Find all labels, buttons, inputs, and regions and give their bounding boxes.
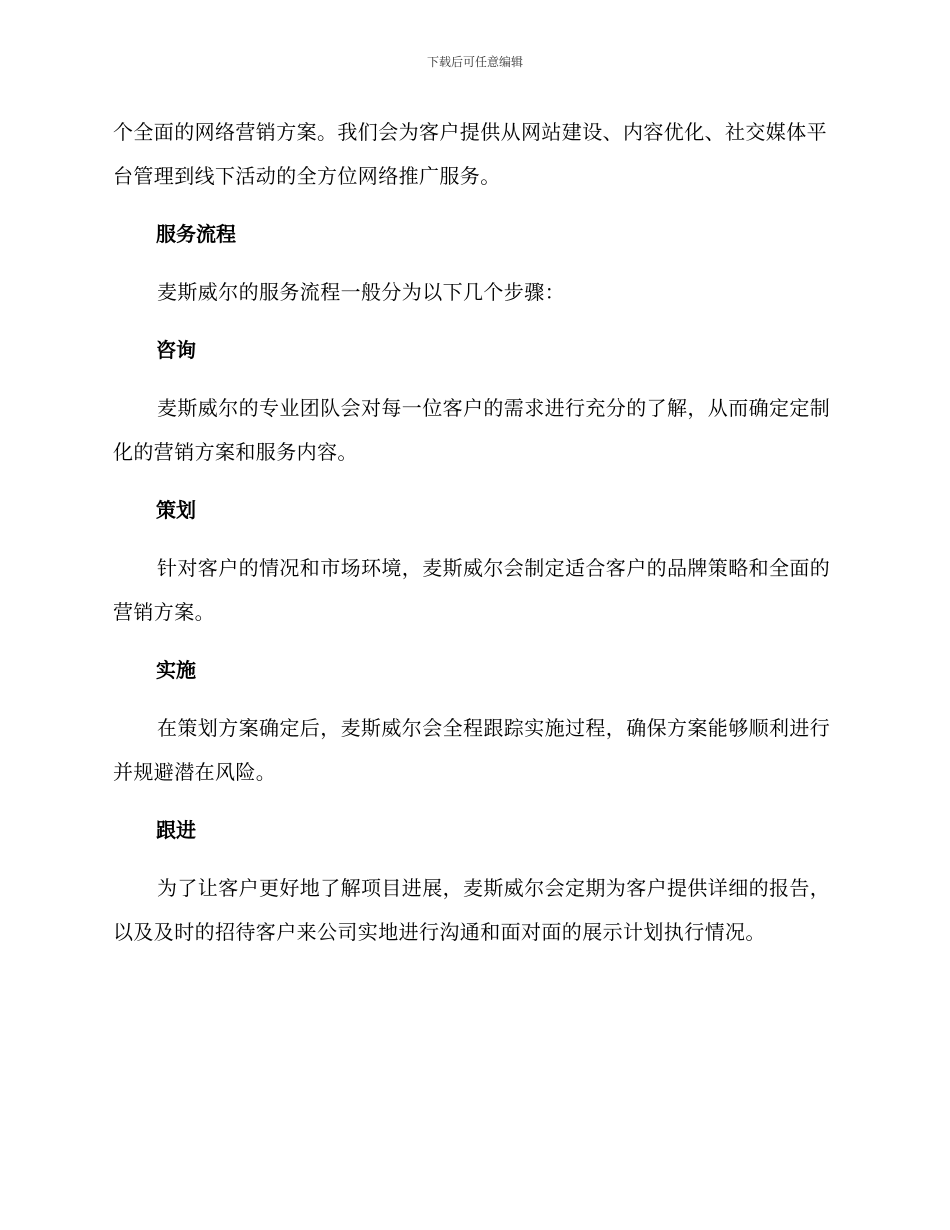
section-heading-plan: 策划	[156, 498, 196, 522]
section-heading-followup: 跟进	[156, 818, 196, 842]
followup-paragraph: 为了让客户更好地了解项目进展，麦斯威尔会定期为客户提供详细的报告，以及及时的招待客户来公司实地进行沟通和面对面的展示计划执行情况。	[113, 876, 831, 944]
page-header: 下载后可任意编辑	[426, 55, 523, 69]
implement-paragraph: 在策划方案确定后，麦斯威尔会全程跟踪实施过程，确保方案能够顺利进行并规避潜在风险。	[113, 716, 831, 784]
plan-paragraph: 针对客户的情况和市场环境，麦斯威尔会制定适合客户的品牌策略和全面的营销方案。	[113, 556, 831, 624]
consult-paragraph: 麦斯威尔的专业团队会对每一位客户的需求进行充分的了解，从而确定定制化的营销方案和服务内容。	[113, 396, 831, 464]
document-body	[113, 110, 833, 954]
intro-paragraph: 个全面的网络营销方案。我们会为客户提供从网站建设、内容优化、社交媒体平台管理到线下活动的全方位网络推广服务。	[113, 120, 827, 188]
section-heading-service-process: 服务流程	[156, 222, 236, 246]
section-heading-implement: 实施	[156, 658, 196, 682]
process-intro-paragraph: 麦斯威尔的服务流程一般分为以下几个步骤：	[157, 280, 565, 304]
section-heading-consult: 咨询	[156, 338, 196, 362]
